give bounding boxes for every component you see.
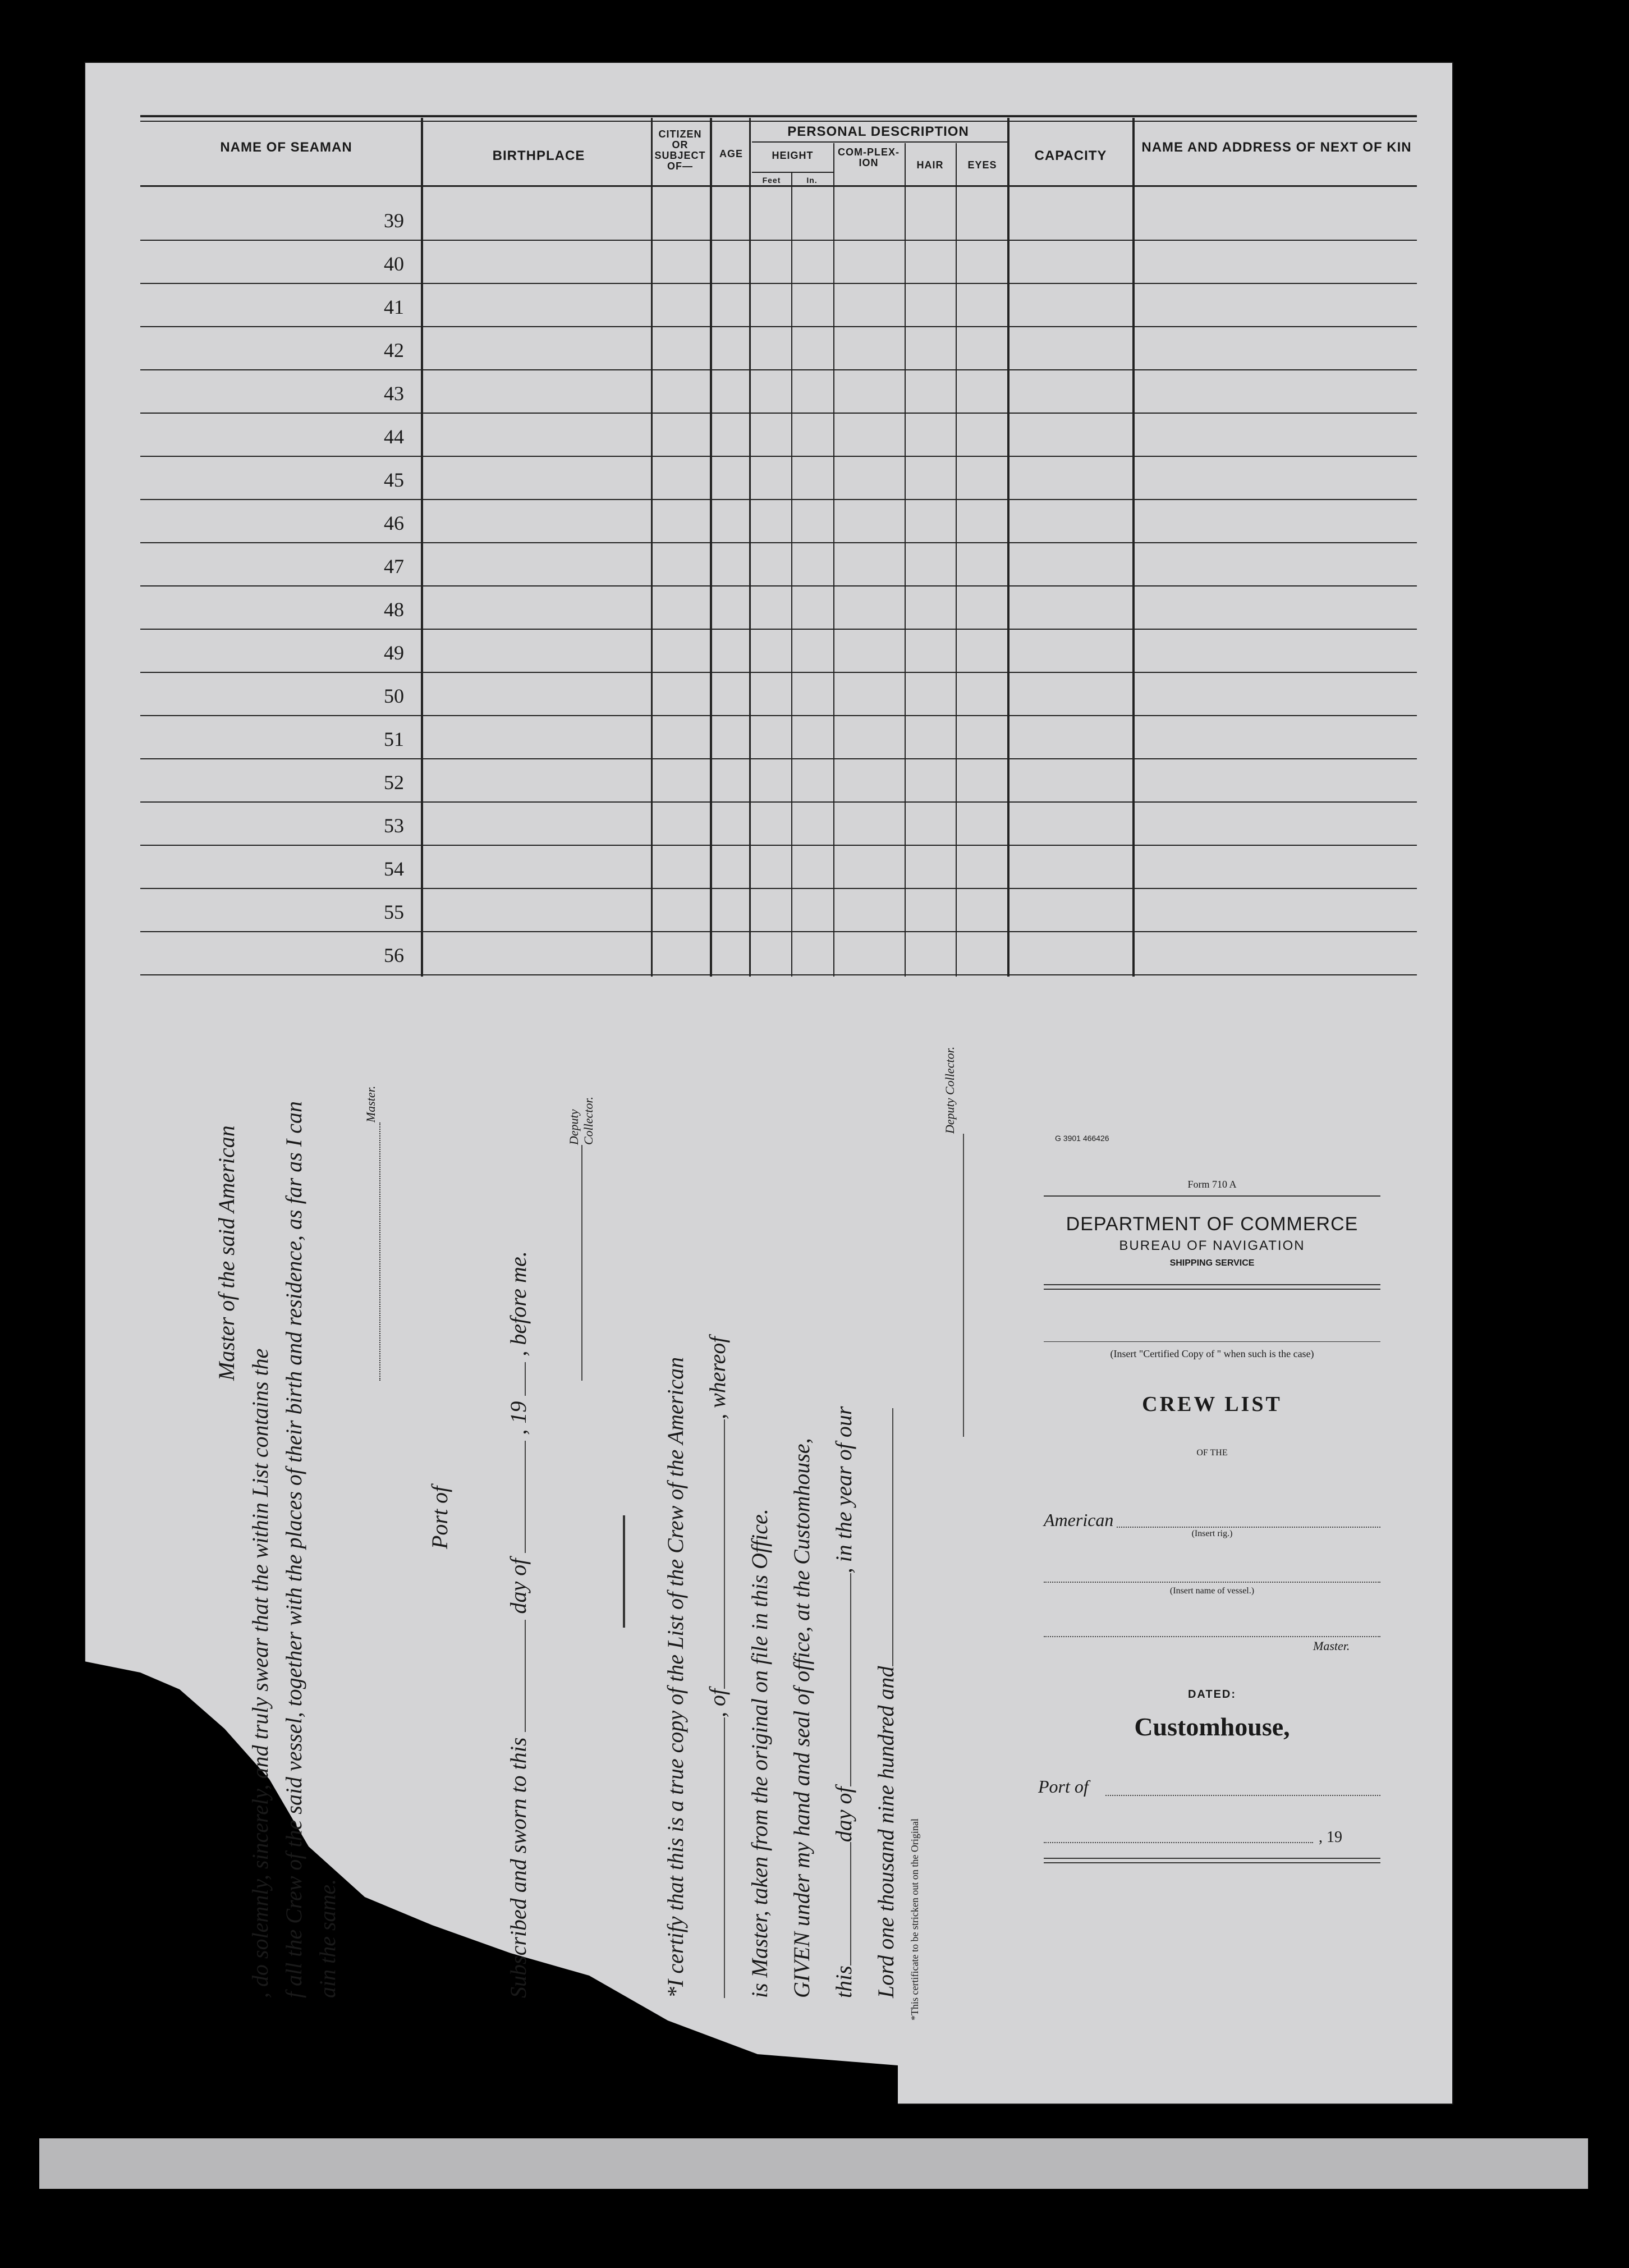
cert-deputy-label: Deputy Collector. bbox=[943, 1046, 957, 1134]
year-label: , 19 bbox=[1319, 1829, 1342, 1846]
insert-certified-note: (Insert "Certified Copy of " when such is the case) bbox=[1110, 1348, 1314, 1359]
row-number: 54 bbox=[384, 858, 404, 880]
header-birthplace: BIRTHPLACE bbox=[492, 148, 585, 163]
row-number: 42 bbox=[384, 339, 404, 361]
dated-label: DATED: bbox=[1187, 1688, 1237, 1701]
row-number: 44 bbox=[384, 425, 404, 448]
insert-name-note: (Insert name of vessel.) bbox=[1169, 1586, 1255, 1596]
master-line bbox=[1044, 1636, 1380, 1638]
row-number: 55 bbox=[384, 901, 404, 923]
row-number: 53 bbox=[384, 814, 404, 837]
pd-rule bbox=[752, 141, 1007, 143]
rule bbox=[1044, 1284, 1380, 1285]
port-line bbox=[1105, 1795, 1380, 1797]
print-code: G 3901 466426 bbox=[1055, 1134, 1109, 1143]
col-rule bbox=[421, 118, 423, 977]
col-rule bbox=[1132, 118, 1135, 977]
row-rule bbox=[140, 974, 1417, 975]
oath-line-2: , do solemnly, sincerely, and truly swear that the within List contains the bbox=[247, 1348, 273, 1998]
deputy-signature-line bbox=[561, 1145, 582, 1381]
date-line bbox=[1044, 1842, 1313, 1844]
row-number: 39 bbox=[384, 209, 404, 232]
row-rule bbox=[140, 369, 1417, 370]
row-number: 40 bbox=[384, 253, 404, 275]
oath-line-4: ain the same. bbox=[315, 1878, 340, 1998]
oath-line-1: Master of the said American bbox=[214, 1125, 239, 1381]
port-of-label: Port of bbox=[427, 1486, 452, 1549]
row-rule bbox=[140, 672, 1417, 673]
torn-edge bbox=[84, 1661, 898, 2105]
header-capacity: CAPACITY bbox=[1034, 148, 1107, 163]
customhouse-title: Customhouse, bbox=[1134, 1712, 1290, 1741]
rule bbox=[1044, 1341, 1380, 1342]
of-the-label: OF THE bbox=[1196, 1448, 1228, 1458]
vessel-line bbox=[1044, 1582, 1380, 1584]
cert-line-6: Lord one thousand nine hundred and bbox=[873, 1408, 899, 1998]
row-number: 50 bbox=[384, 685, 404, 707]
row-rule bbox=[140, 326, 1417, 327]
table-top-rule-2 bbox=[140, 121, 1417, 122]
row-number: 56 bbox=[384, 944, 404, 966]
row-rule bbox=[140, 758, 1417, 759]
service-title: SHIPPING SERVICE bbox=[1169, 1258, 1255, 1268]
row-number: 47 bbox=[384, 555, 404, 578]
row-rule bbox=[140, 499, 1417, 500]
header-personal-description: PERSONAL DESCRIPTION bbox=[787, 124, 969, 139]
col-rule bbox=[833, 143, 834, 977]
rule bbox=[1044, 1858, 1380, 1859]
col-rule bbox=[749, 118, 751, 977]
cert-line-5: thisday of, in the year of our bbox=[831, 1406, 856, 1998]
master-label: Master. bbox=[364, 1085, 378, 1122]
row-rule bbox=[140, 931, 1417, 932]
scanner-strip bbox=[39, 2138, 1588, 2189]
header-eyes: EYES bbox=[967, 159, 997, 171]
row-rule bbox=[140, 542, 1417, 543]
col-rule bbox=[651, 118, 653, 977]
oath-line-3: f all the Crew of the said vessel, together with the places of their birth and residence, as far as I can bbox=[281, 1101, 306, 1998]
header-inches: In. bbox=[806, 176, 818, 185]
crew-list-title: CREW LIST bbox=[1142, 1392, 1282, 1416]
row-rule bbox=[140, 845, 1417, 846]
bureau-title: BUREAU OF NAVIGATION bbox=[1119, 1238, 1305, 1253]
sworn-line: Subscribed and sworn to this day of , 19 , before me. bbox=[506, 1251, 531, 1998]
height-rule bbox=[752, 172, 833, 173]
col-rule bbox=[956, 143, 957, 977]
table-top-rule bbox=[140, 115, 1417, 117]
row-number: 41 bbox=[384, 296, 404, 318]
insert-rig-note: (Insert rig.) bbox=[1191, 1529, 1233, 1538]
master-label: Master. bbox=[1313, 1639, 1350, 1653]
col-rule bbox=[1007, 118, 1009, 977]
department-title: DEPARTMENT OF COMMERCE bbox=[1066, 1213, 1359, 1235]
form-number: Form 710 A bbox=[1187, 1179, 1237, 1190]
rule bbox=[1044, 1862, 1380, 1863]
row-rule bbox=[140, 801, 1417, 803]
header-hair: HAIR bbox=[916, 159, 944, 171]
col-rule bbox=[791, 173, 792, 977]
row-number: 51 bbox=[384, 728, 404, 750]
cert-line-2: , of, whereof bbox=[704, 1336, 731, 1998]
row-number: 52 bbox=[384, 771, 404, 794]
header-name-of-seaman: NAME OF SEAMAN bbox=[220, 140, 352, 155]
header-age: AGE bbox=[719, 148, 743, 159]
col-rule bbox=[905, 143, 906, 977]
header-citizen: CITIZEN OR SUBJECT OF— bbox=[654, 129, 706, 172]
row-rule bbox=[140, 585, 1417, 587]
header-complexion: COM-PLEX-ION bbox=[838, 146, 900, 168]
row-rule bbox=[140, 629, 1417, 630]
header-next-of-kin: NAME AND ADDRESS OF NEXT OF KIN bbox=[1141, 140, 1412, 155]
row-rule bbox=[140, 715, 1417, 716]
row-number: 49 bbox=[384, 642, 404, 664]
rule bbox=[1044, 1289, 1380, 1290]
header-height: HEIGHT bbox=[772, 150, 814, 161]
port-of-label: Port of bbox=[1038, 1776, 1089, 1797]
row-number: 48 bbox=[384, 598, 404, 621]
row-number: 46 bbox=[384, 512, 404, 534]
row-rule bbox=[140, 413, 1417, 414]
row-rule bbox=[140, 283, 1417, 284]
cert-line-3: is Master, taken from the original on file in this Office. bbox=[747, 1509, 772, 1998]
row-rule bbox=[140, 888, 1417, 889]
col-rule bbox=[710, 118, 712, 977]
master-signature-line bbox=[359, 1122, 380, 1381]
rig-line bbox=[1117, 1527, 1380, 1528]
american-label: American bbox=[1044, 1510, 1114, 1530]
row-number: 43 bbox=[384, 382, 404, 405]
cert-line-1: *I certify that this is a true copy of the List of the Crew of the American bbox=[663, 1357, 688, 1998]
header-feet: Feet bbox=[762, 176, 781, 185]
divider bbox=[623, 1515, 625, 1628]
cert-deputy-line bbox=[943, 1134, 964, 1437]
deputy-collector-label: Deputy Collector. bbox=[567, 1096, 595, 1145]
cert-footnote: *This certificate to be stricken out on the Original bbox=[909, 1818, 920, 2020]
rule bbox=[1044, 1195, 1380, 1197]
row-rule bbox=[140, 240, 1417, 241]
row-rule bbox=[140, 456, 1417, 457]
cert-line-4: GIVEN under my hand and seal of office, at the Customhouse, bbox=[789, 1438, 814, 1998]
row-number: 45 bbox=[384, 469, 404, 491]
